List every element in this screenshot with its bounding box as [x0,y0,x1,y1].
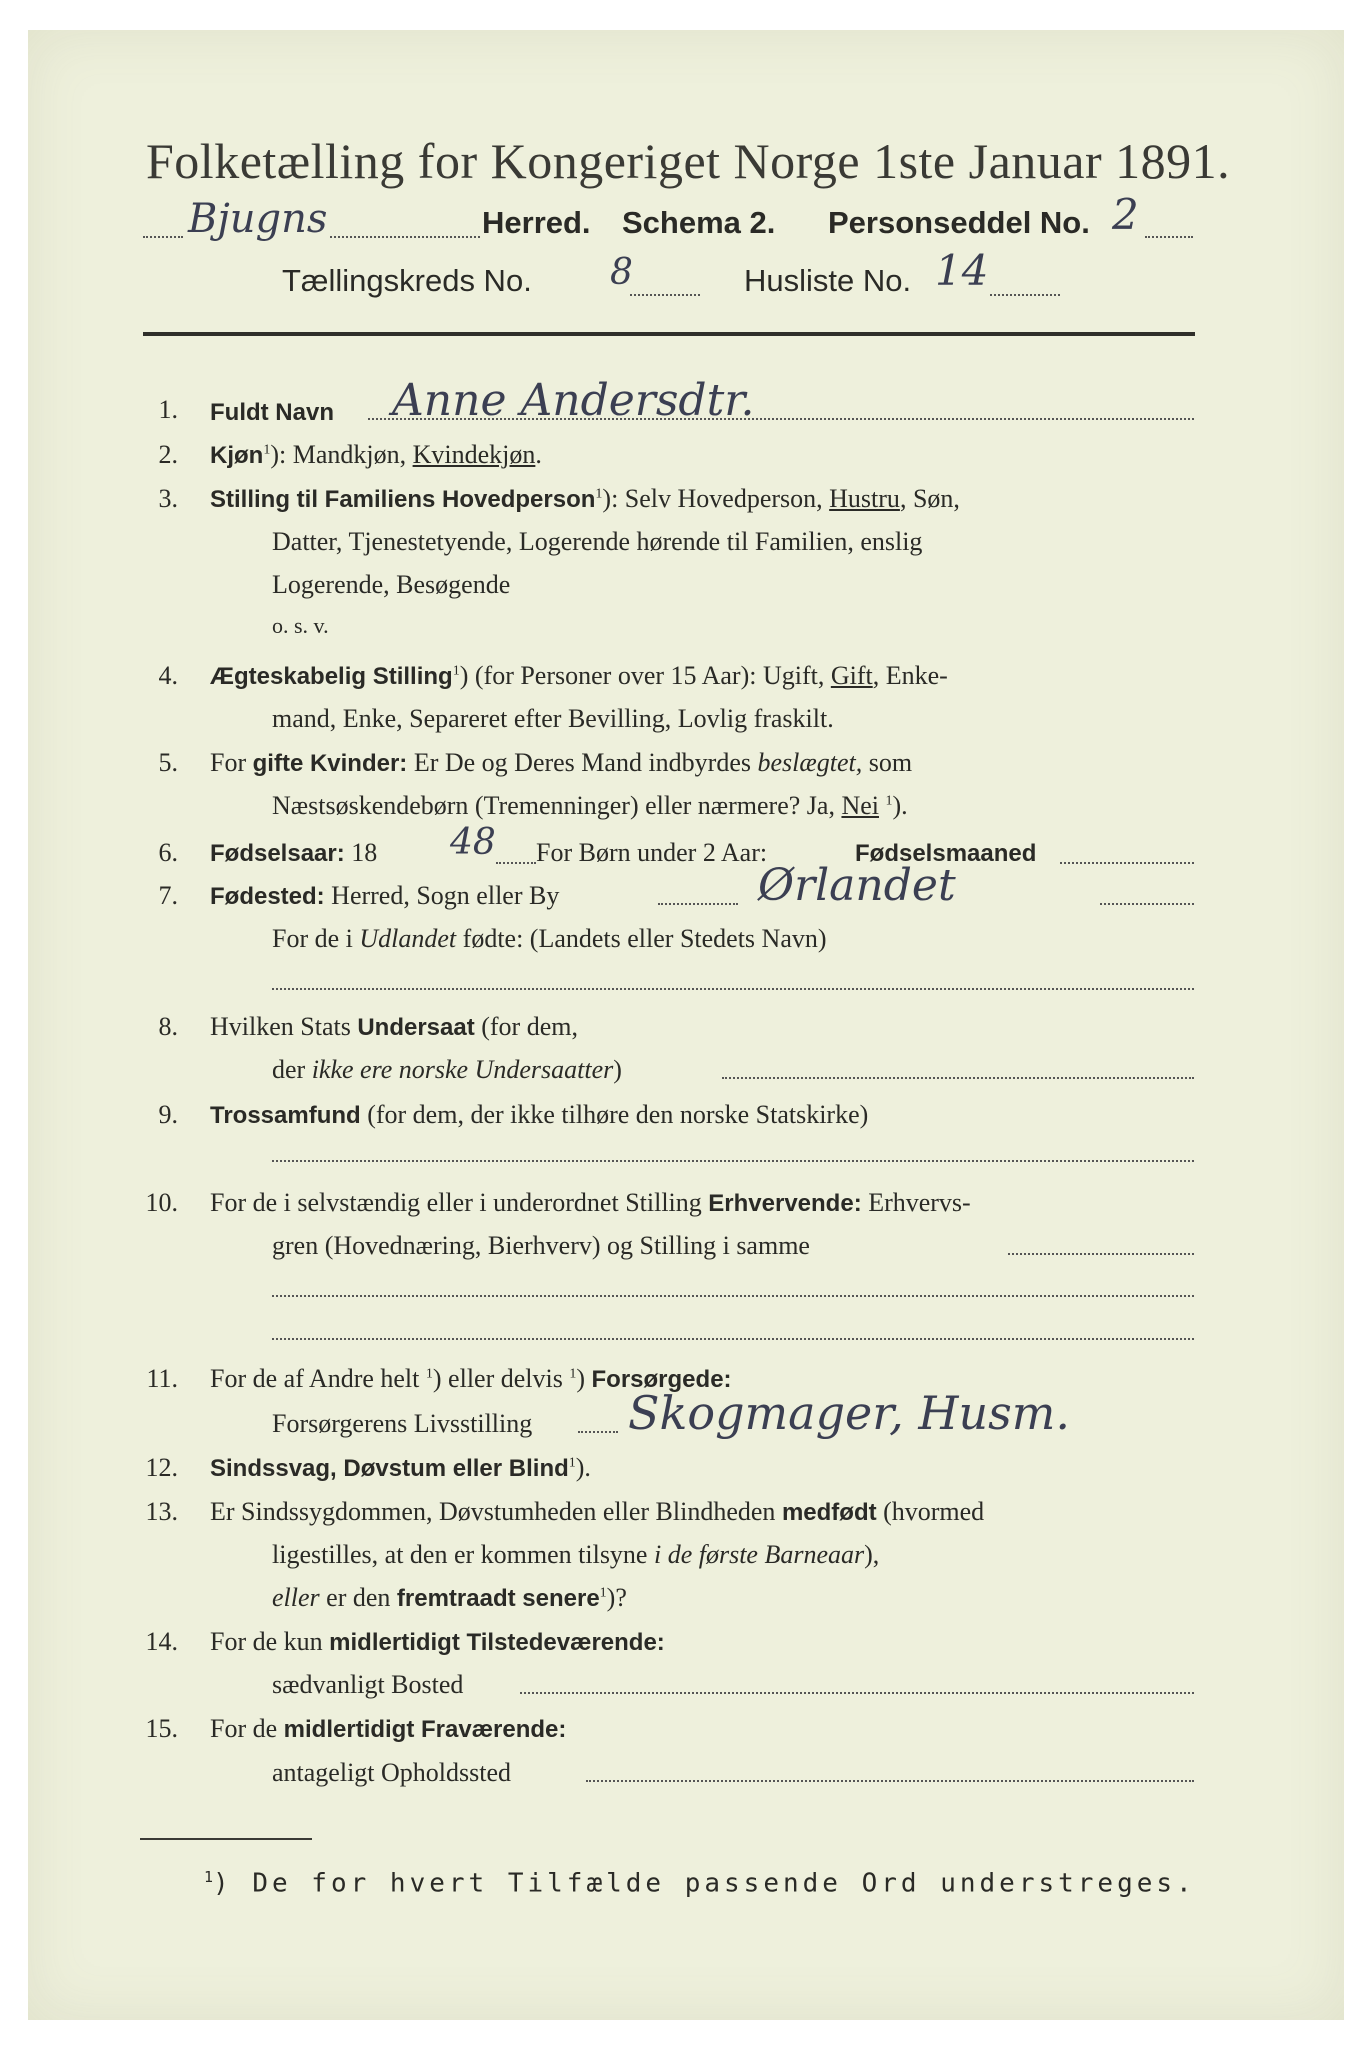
q5-selected-nei: Nei [841,791,879,820]
kreds-number: 8 [610,252,633,293]
q3-line3: Logerende, Besøgende [272,570,511,599]
q15-line1: For de midlertidigt Fraværende: [210,1714,567,1743]
q3-line2: Datter, Tjenestetyende, Logerende hørende til Familien, enslig [272,527,923,556]
q8-line1: Hvilken Stats Undersaat (for dem, [210,1012,578,1041]
q11-line1: For de af Andre helt $^1$) eller delvis $^1$) Forsørgede: [210,1364,732,1393]
q13-line1: Er Sindssygdommen, Døvstumheden eller Blindheden medfødt (hvormed [210,1497,985,1526]
q9-line1: Trossamfund (for dem, der ikke tilhøre den norske Statskirke) [210,1100,869,1129]
husliste-number: 14 [935,246,989,295]
q9-number: 9. [158,1100,178,1129]
q13-line2: ligestilles, at den er kommen tilsyne i de første Barneaar), [272,1540,880,1569]
q3-selected-hustru: Hustru [829,484,900,513]
q6-number: 6. [158,838,178,867]
q14-line2: sædvanligt Bosted [272,1670,464,1699]
q5-number: 5. [158,748,178,777]
q7-line1: Fødested: Herred, Sogn eller By [210,881,560,910]
q2-selected-kvindekjon: Kvindekjøn [412,440,536,469]
q12-line: Sindssvag, Døvstum eller Blind$^1$). [210,1453,591,1482]
header-rule [143,332,1195,336]
q11-line2: Forsørgerens Livsstilling [272,1409,533,1438]
q4-number: 4. [158,661,178,690]
q5-line1: For gifte Kvinder: Er De og Deres Mand indbyrdes beslægtet, som [210,748,913,777]
q10-line2: gren (Hovednæring, Bierhverv) og Stilling i samme [272,1231,810,1260]
q11-provider-answer: Skogmager, Husm. [628,1386,1071,1440]
q11-number: 11. [146,1364,178,1393]
q6-line: Fødselsaar: 18 [210,838,378,867]
footnote: $^1$) De for hvert Tilfælde passende Ord understreges. [204,1868,1196,1899]
q2-line: Kjøn$^1$): Mandkjøn, Kvindekjøn. [210,440,542,469]
q2-number: 2. [158,440,178,469]
q1-label: Fuldt Navn [210,399,334,426]
schema-label: Schema 2. [622,205,776,240]
q14-number: 14. [145,1627,178,1656]
q12-number: 12. [145,1453,178,1482]
footnote-rule [140,1838,312,1840]
q1-number: 1. [158,395,178,424]
q7-line2: For de i Udlandet fødte: (Landets eller Stedets Navn) [272,924,827,953]
q10-line1: For de i selvstændig eller i underordnet Stilling Erhvervende: Erhvervs- [210,1188,971,1217]
form-title: Folketælling for Kongeriget Norge 1ste Januar 1891. [146,133,1231,189]
q6-mid: For Børn under 2 Aar: [536,838,768,867]
q7-number: 7. [158,881,178,910]
q3-line1: Stilling til Familiens Hovedperson$^1$): Selv Hovedperson, Hustru, Søn, [210,484,960,513]
q3-number: 3. [158,484,178,513]
q7-birthplace-answer: Ørlandet [758,860,956,911]
q3-line4: o. s. v. [272,613,329,638]
q6-label2: Fødselsmaaned [855,840,1037,867]
q8-number: 8. [158,1012,178,1041]
q4-line2: mand, Enke, Separeret efter Bevilling, Lovlig fraskilt. [272,704,834,733]
personseddel-label: Personseddel No. [828,205,1090,240]
q13-number: 13. [145,1497,178,1526]
q4-line1: Ægteskabelig Stilling$^1$) (for Personer over 15 Aar): Ugift, Gift, Enke- [210,661,948,690]
q1-answer-name: Anne Andersdtr. [392,375,755,426]
q8-line2: der ikke ere norske Undersaatter) [272,1055,622,1084]
husliste-label: Husliste No. [744,263,912,298]
herred-handwritten: Bjugns [188,196,328,242]
q10-number: 10. [145,1188,178,1217]
q14-line1: For de kun midlertidigt Tilstedeværende: [210,1627,665,1656]
q15-number: 15. [145,1714,178,1743]
q15-line2: antageligt Opholdssted [272,1758,512,1787]
q4-selected-gift: Gift [830,661,873,690]
q6-birth-year-answer: 48 [450,822,496,863]
q13-line3: eller er den fremtraadt senere$^1$)? [272,1583,627,1612]
personseddel-number: 2 [1112,190,1139,239]
q5-line2: Næstsøskendebørn (Tremenninger) eller nærmere? Ja, Nei $^1$). [272,791,908,820]
kreds-label: Tællingskreds No. [282,263,532,298]
herred-label: Herred. [482,205,591,240]
